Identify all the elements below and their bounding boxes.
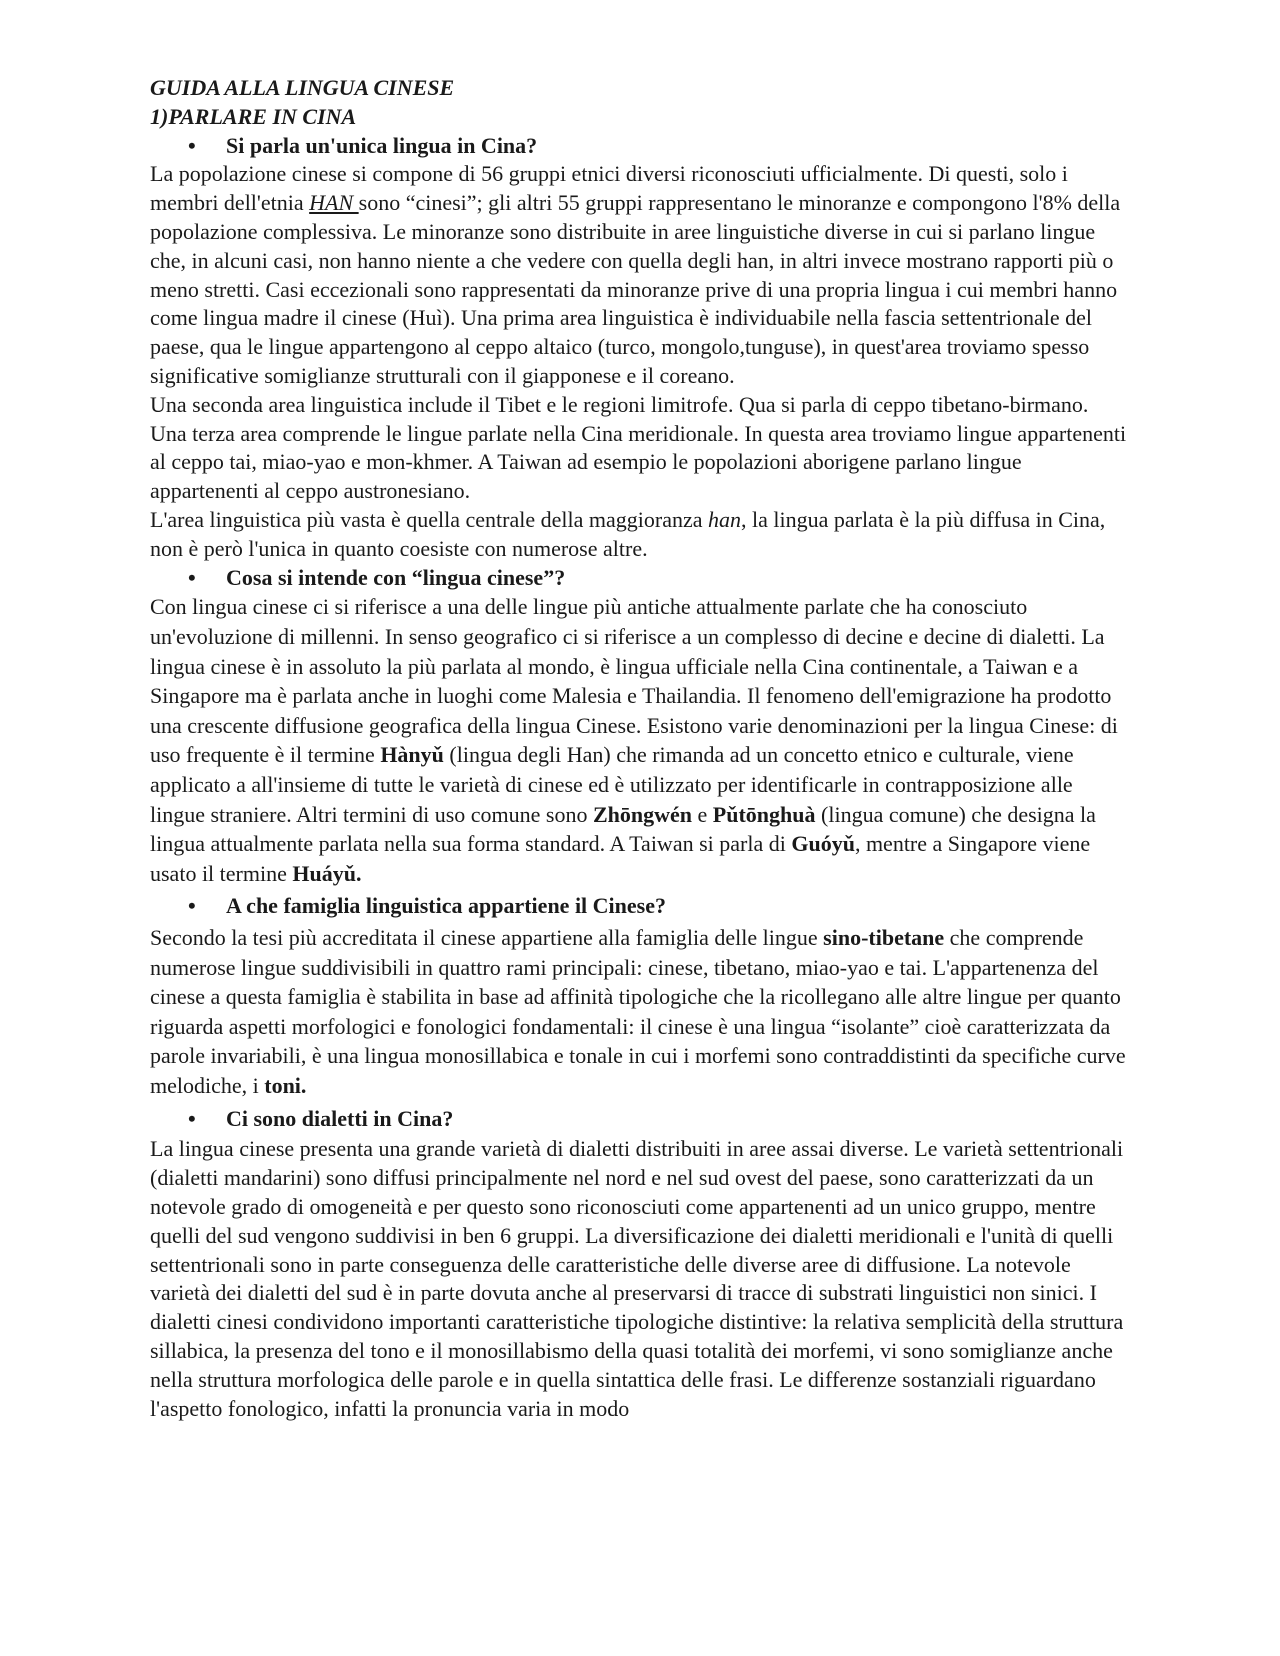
paragraph: Con lingua cinese ci si riferisce a una delle lingue più antiche attualmente parlate che ha conosciuto un'evoluzione di millenni. In senso geografico ci si riferisce a un complesso di decine e decine di dialetti. La lingua cinese è in assoluto la più parlata al mondo, è lingua ufficiale nella Cina continentale, a Taiwan e a Singapore ma è parlata anche in luoghi come Malesia e Thailandia. Il fenomeno dell'emigrazione ha prodotto una crescente diffusione geografica della lingua Cinese. Esistono varie denominazioni per la lingua Cinese: di uso frequente è il termine Hànyǔ (lingua degli Han) che rimanda ad un concetto etnico e culturale, viene applicato a all'insieme di tutte le varietà di cinese ed è utilizzato per identificarle in contrapposizione alle lingue straniere. Altri termini di uso comune sono Zhōngwén e Pǔtōnghuà (lingua comune) che designa la lingua attualmente parlata nella sua forma standard. A Taiwan si parla di Guóyǔ, mentre a Singapore viene usato il termine Huáyǔ. — [150, 594, 1118, 886]
document-title: GUIDA ALLA LINGUA CINESE — [150, 75, 455, 100]
paragraph: La lingua cinese presenta una grande varietà di dialetti distribuiti in aree assai diverse. Le varietà settentrionali (dialetti mandarini) sono diffusi principalmente nel nord e nel sud ovest del paese, sono caratterizzati da un notevole grado di omogeneità e per questo sono riconosciuti come appartenenti ad un unico gruppo, mentre quelli del sud vengono suddivisi in ben 6 gruppi. La diversificazione dei dialetti meridionali e l'unità di quelli settentrionali sono in parte conseguenza delle caratteristiche delle diverse aree di diffusione. La notevole varietà dei dialetti del sud è in parte dovuta anche al preservarsi di tracce di substrati linguistici non sinici. I dialetti cinesi condividono importanti caratteristiche tipologiche distintive: la relativa semplicità della struttura sillabica, la presenza del tono e il monosillabismo della quasi totalità dei morfemi, vi sono somiglianze anche nella struttura morfologica delle parole e in quella sintattica delle frasi. Le differenze sostanziali riguardano l'aspetto fonologico, infatti la pronuncia varia in modo — [150, 1136, 1124, 1421]
section-title: 1)PARLARE IN CINA — [150, 103, 357, 129]
han-term: HAN — [309, 190, 359, 216]
bullet-icon: • — [188, 893, 196, 919]
paragraph: Secondo la tesi più accreditata il cinese appartiene alla famiglia delle lingue sino-tibetane che comprende numerose lingue suddivisibili in quattro rami principali: cinese, tibetano, miao-yao e tai. L'appartenenza del cinese a questa famiglia è stabilita in base ad affinità tipologiche che la ricollegano alle altre lingue per quanto riguarda aspetti morfologici e fonologici fondamentali: il cinese è una lingua “isolante” cioè caratterizzata da parole invariabili, è una lingua monosillabica e tonale in cui i morfemi sono contraddistinti da specifiche curve melodiche, i toni. — [150, 925, 1126, 1099]
question-heading: • Si parla un'unica lingua in Cina? — [150, 132, 1130, 161]
question-heading: • A che famiglia linguistica appartiene il Cinese? — [150, 892, 1130, 921]
paragraph: L'area linguistica più vasta è quella centrale della maggioranza han, la lingua parlata è la più diffusa in Cina, non è però l'unica in quanto coesiste con numerose altre. — [150, 506, 1106, 561]
question-heading: • Cosa si intende con “lingua cinese”? — [150, 564, 1130, 593]
document-page — [150, 74, 1130, 1423]
bullet-icon: • — [188, 132, 196, 158]
paragraph: Una terza area comprende le lingue parlate nella Cina meridionale. In questa area troviamo lingue appartenenti al ceppo tai, miao-yao e mon-khmer. A Taiwan ad esempio le popolazioni aborigene parlano lingue appartenenti al ceppo austronesiano. — [150, 420, 1127, 504]
bullet-icon: • — [188, 564, 196, 590]
bullet-icon: • — [188, 1105, 196, 1131]
paragraph: La popolazione cinese si compone di 56 gruppi etnici diversi riconosciuti ufficialmente. Di questi, solo i membri dell'etnia HAN sono “cinesi”; gli altri 55 gruppi rappresentano le minoranze e compongono l'8% della popolazione complessiva. Le minoranze sono distribuite in aree linguistiche diverse in cui si parlano lingue che, in alcuni casi, non hanno niente a che vedere con quella degli han, in altri invece mostrano rapporti più o meno stretti. Casi eccezionali sono rappresentati da minoranze prive di una propria lingua i cui membri hanno come lingua madre il cinese (Huì). Una prima area linguistica è individuabile nella fascia settentrionale del paese, qua le lingue appartengono al ceppo altaico (turco, mongolo,tunguse), in quest'area troviamo spesso significative somiglianze strutturali con il giapponese e il coreano. — [150, 161, 1121, 388]
paragraph: Una seconda area linguistica include il Tibet e le regioni limitrofe. Qua si parla di ceppo tibetano-birmano. — [150, 391, 1089, 417]
question-heading: • Ci sono dialetti in Cina? — [150, 1105, 1130, 1134]
